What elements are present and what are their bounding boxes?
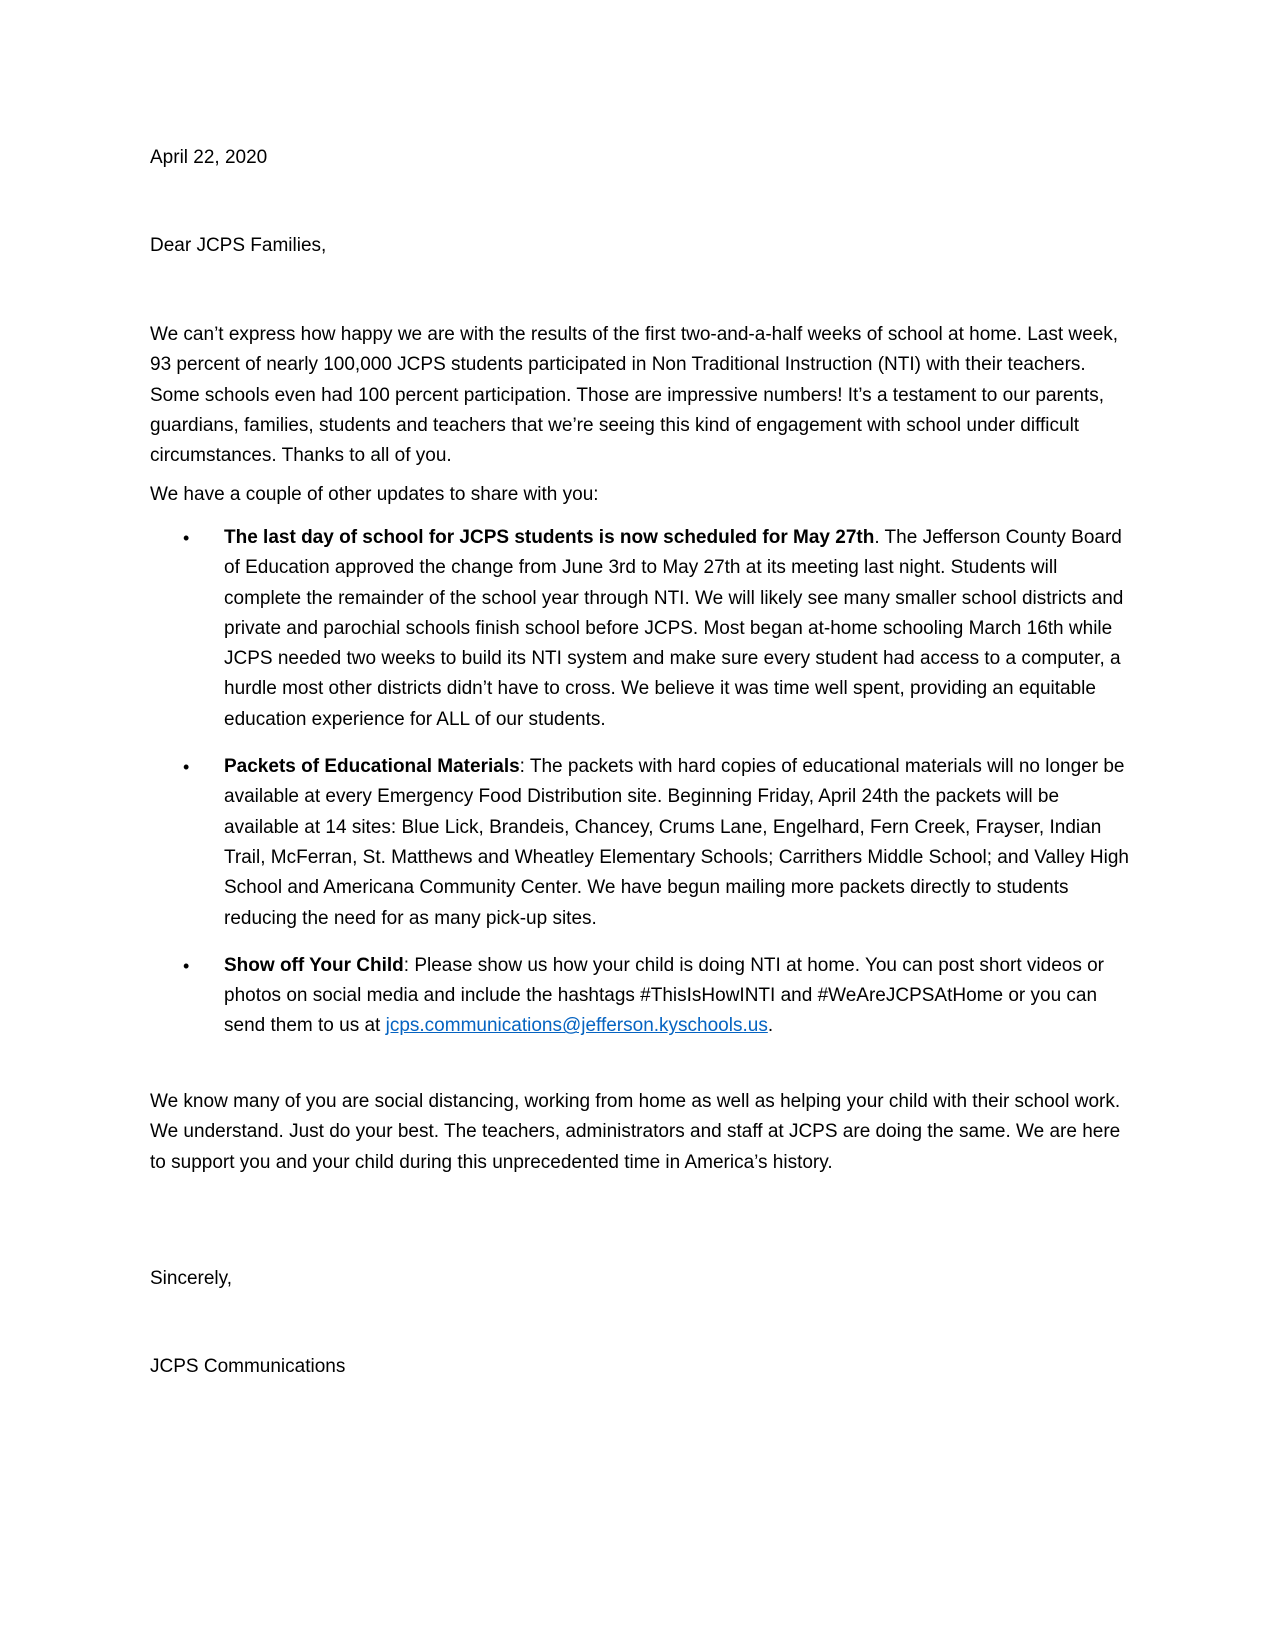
bullet-icon: • bbox=[183, 955, 190, 976]
bullet-heading: The last day of school for JCPS students is now scheduled for May 27th bbox=[224, 527, 875, 548]
email-link[interactable]: jcps.communications@jefferson.kyschools.us bbox=[385, 1015, 768, 1037]
letter-salutation: Dear JCPS Families, bbox=[150, 235, 327, 256]
list-item bbox=[150, 523, 1130, 735]
bullet-text: . The Jefferson County Board of Education approved the change from June 3rd to May 27th at its meeting last night. Students will complete the remainder of the school year through NTI. We will likely see many smaller school districts and private and parochial schools finish school before JCPS. Most began at-home schooling March 16th while JCPS needed two weeks to build its NTI system and make sure every student had access to a computer, a hurdle most other districts didn’t have to cross. We believe it was time well spent, providing an equitable education experience for ALL of our students. bbox=[224, 527, 1124, 730]
bullet-text: : Please show us how your child is doing NTI at home. You can post short videos or photos on social media and include the hashtags #ThisIsHowINTI and #WeAreJCPSAtHome or you can send them to us at bbox=[224, 954, 1104, 1037]
bullet-heading: Packets of Educational Materials bbox=[224, 756, 520, 778]
bullet-text: : The packets with hard copies of educational materials will no longer be available at every Emergency Food Distribution site. Beginning Friday, April 24th the packets will be available at 14 sites: Blue Lick, Brandeis, Chancey, Crums Lane, Engelhard, Fern Creek, Frayser, Indian Trail, McFerran, St. Matthews and Wheatley Elementary Schools; Carrithers Middle School; and Valley High School and Americana Community Center. We have begun mailing more packets directly to students reducing the need for as many pick-up sites. bbox=[224, 756, 1129, 929]
letter-date: April 22, 2020 bbox=[150, 147, 268, 168]
letter-page bbox=[150, 0, 1130, 1650]
list-item bbox=[150, 951, 1130, 1042]
closing-paragraph: We know many of you are social distancing, working from home as well as helping your child with their school work. We understand. Just do your best. The teachers, administrators and staff at JCPS are doing the same. We are here to support you and your child during this unprecedented time in America’s history. bbox=[150, 1091, 1121, 1173]
bullet-end: . bbox=[767, 1015, 774, 1037]
bullet-icon: • bbox=[183, 757, 190, 778]
bullet-icon: • bbox=[183, 528, 190, 548]
list-item bbox=[150, 752, 1130, 934]
bullet-heading: Show off Your Child bbox=[224, 954, 404, 976]
intro-paragraph: We can’t express how happy we are with the results of the first two-and-a-half weeks of school at home. Last week, 93 percent of nearly 100,000 JCPS students participated in Non Traditional Instruction (NTI) with their teachers. Some schools even had 100 percent participation. Those are impressive numbers! It’s a testament to our parents, guardians, families, students and teachers that we’re seeing this kind of engagement with school under difficult circumstances. Thanks to all of you. bbox=[150, 324, 1119, 467]
updates-lead: We have a couple of other updates to share with you: bbox=[150, 484, 599, 505]
letter-signoff: Sincerely, bbox=[150, 1268, 233, 1289]
letter-signature: JCPS Communications bbox=[150, 1356, 346, 1377]
updates-list bbox=[150, 523, 1130, 1059]
